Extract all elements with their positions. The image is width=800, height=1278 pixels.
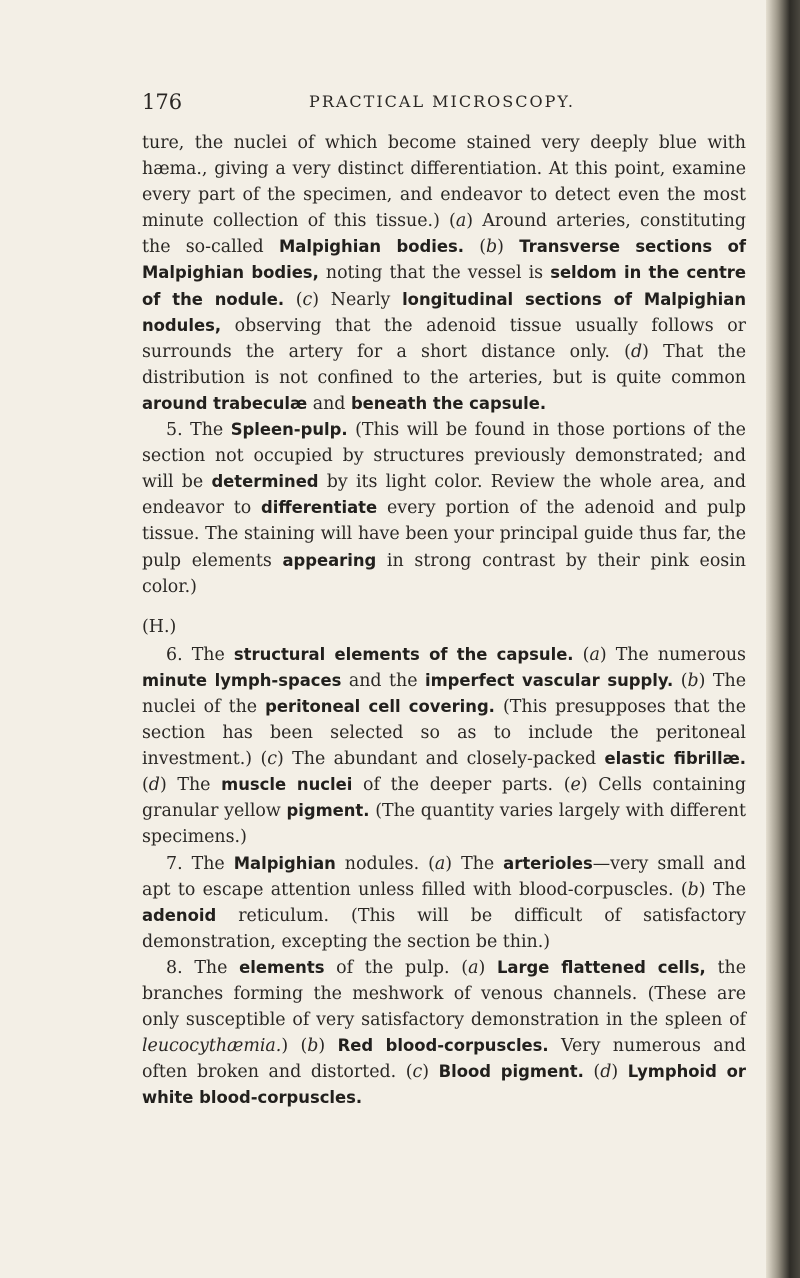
page-number: 176 [142, 90, 183, 114]
book-binding-edge [766, 0, 800, 1278]
section-label [142, 614, 746, 640]
text-run: ) The nuclei of the [142, 670, 747, 717]
bold-term: peritoneal cell covering. [265, 696, 495, 716]
text-run: ture, the nuclei of which become stained very deeply blue with hæma., giving a very distinct differentiation. At this point, examine every part of the specimen, and endeavor to detect even the most minute collection of this tissue.) ( [142, 133, 746, 232]
bold-term: minute lymph-spaces [142, 670, 342, 690]
text-run: (This presupposes that the section has been selected so as to include the peritoneal investment.) ( [142, 696, 747, 770]
text-run: and [307, 393, 351, 414]
text-run: ( [673, 670, 688, 691]
italic-text: d [148, 775, 160, 796]
page-header [142, 90, 742, 116]
text-run: observing that the adenoid tissue usually follows or surrounds the artery for a short distance only. ( [142, 315, 746, 362]
text-run: ) [318, 1036, 338, 1057]
text-run: ) [611, 1062, 628, 1083]
running-head: PRACTICAL MICROSCOPY. [309, 92, 575, 111]
italic-text: d [600, 1062, 612, 1083]
bold-term: adenoid [142, 905, 217, 925]
italic-text: b [307, 1036, 319, 1057]
text-run: noting that the vessel is [318, 263, 551, 284]
text-run: ( [583, 1062, 601, 1083]
text-run: ) The abundant and closely-packed [277, 749, 605, 770]
text-run: ) The [445, 853, 504, 874]
bold-term: Blood pigment. [438, 1062, 584, 1082]
italic-text: d [630, 341, 643, 362]
text-run: ) The [159, 775, 222, 796]
bold-term: muscle nuclei [221, 775, 353, 795]
text-run: (This will be found in those portions of the section not occupied by structures previously demonstrated; and will be [142, 420, 746, 493]
text-run: (H.) [142, 616, 177, 637]
bold-term: elastic fibrillæ. [604, 749, 747, 769]
text-run: ) Cells containing granular yellow [142, 775, 746, 822]
text-run: ) The numerous [599, 644, 746, 665]
bold-term: appearing [282, 550, 377, 570]
bold-term: seldom in the centre of the nodule. [142, 263, 746, 309]
bold-term: beneath the capsule. [350, 393, 547, 413]
body-text [142, 130, 746, 1111]
text-run: ) [422, 1062, 439, 1083]
text-run: ) That the distribution is not confined to the arteries, but is quite common [142, 341, 746, 388]
text-run: Very numerous and often broken and distorted. ( [142, 1036, 746, 1083]
italic-text: b [687, 879, 699, 900]
text-run: ) [497, 237, 520, 258]
text-run: nodules. ( [335, 853, 435, 874]
italic-text: b [486, 237, 498, 258]
text-run: 8. The [166, 957, 240, 978]
text-run: ) Nearly [312, 289, 403, 310]
bold-term: structural elements of the capsule. [233, 644, 574, 664]
bold-term: Spleen-pulp. [230, 420, 348, 440]
text-run: of the pulp. ( [324, 957, 469, 978]
italic-text: a [468, 957, 479, 978]
italic-text: c [267, 749, 277, 770]
italic-text: c [412, 1062, 423, 1083]
text-run: ( [142, 775, 149, 796]
bold-term: elements [239, 957, 325, 977]
text-run: of the deeper parts. ( [352, 775, 571, 796]
bold-term: Transverse sections of Malpighian bodies, [142, 237, 746, 283]
italic-text: leucocythæmia. [142, 1036, 282, 1057]
bold-term: Lymphoid or white blood-corpuscles. [142, 1062, 746, 1108]
text-run: —very small and apt to escape attention unless filled with blood-corpuscles. ( [142, 853, 746, 900]
text-run: by its light color. Review the whole area, and endeavor to [142, 472, 746, 519]
paragraph [142, 417, 746, 600]
italic-text: c [302, 289, 313, 310]
paragraph [142, 955, 746, 1112]
paragraph [142, 642, 746, 851]
bold-term: determined [211, 472, 319, 492]
text-run: ( [284, 289, 303, 310]
text-run: every portion of the adenoid and pulp tissue. The staining will have been your principal guide thus far, the pulp elements [142, 498, 746, 571]
bold-term: arterioles [503, 853, 593, 873]
text-run: (The quantity varies largely with different specimens.) [142, 801, 746, 848]
text-run: 5. The [166, 420, 231, 441]
text-run: in strong contrast by their pink eosin color.) [142, 550, 746, 597]
text-run: 6. The [166, 644, 234, 665]
bold-term: Red blood-corpuscles. [337, 1036, 549, 1056]
bold-term: around trabeculæ [142, 393, 308, 413]
italic-text: b [687, 670, 699, 691]
bold-term: Malpighian [233, 853, 336, 873]
text-run: ( [573, 644, 590, 665]
text-run: ) Around arteries, constituting the so-called [142, 211, 746, 258]
bold-term: Large flattened cells, [496, 957, 706, 977]
text-run: ( [463, 237, 487, 258]
italic-text: e [570, 775, 581, 796]
bold-term: Malpighian bodies. [278, 237, 464, 257]
text-run: reticulum. (This will be difficult of satisfactory demonstration, excepting the section be thin.) [142, 905, 746, 952]
italic-text: a [455, 211, 467, 232]
italic-text: a [434, 853, 446, 874]
bold-term: pigment. [286, 801, 370, 821]
text-run: 7. The [166, 853, 234, 874]
text-run: ) ( [281, 1036, 308, 1057]
paragraph [142, 130, 746, 417]
text-run: and the [341, 670, 425, 691]
bold-term: longitudinal sections of Malpighian nodules, [142, 289, 746, 335]
italic-text: a [589, 644, 600, 665]
bold-term: imperfect vascular supply. [424, 670, 674, 690]
text-run: the branches forming the meshwork of venous channels. (These are only susceptible of very satisfactory demonstration in the spleen of [142, 957, 746, 1031]
text-run: ) [478, 957, 497, 978]
text-run: ) The [698, 879, 746, 900]
paragraph [142, 851, 746, 955]
bold-term: differentiate [261, 498, 378, 518]
